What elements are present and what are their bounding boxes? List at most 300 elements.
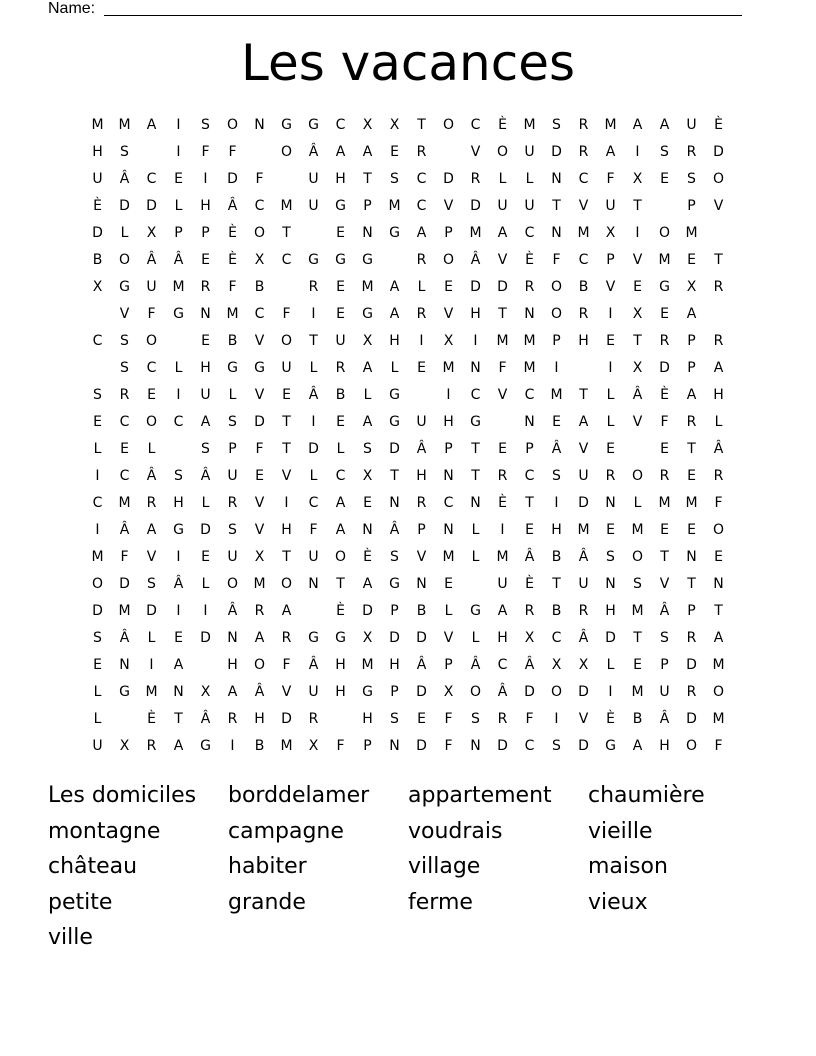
grid-cell: U: [335, 333, 346, 349]
grid-cell: V: [497, 387, 508, 403]
grid-cell: E: [93, 657, 102, 673]
grid-cell: F: [120, 549, 129, 565]
grid-cell: A: [362, 360, 373, 376]
grid-cell: H: [200, 360, 211, 376]
grid-row: [84, 517, 732, 544]
grid-row: [84, 355, 732, 382]
grid-cell: L: [471, 549, 480, 565]
grid-cell: E: [444, 279, 453, 295]
grid-cell: N: [686, 549, 697, 565]
grid-cell: E: [336, 306, 345, 322]
grid-cell: [192, 652, 219, 679]
grid-cell: F: [714, 738, 723, 754]
grid-cell: [651, 193, 678, 220]
grid-cell: S: [93, 630, 102, 646]
grid-cell: P: [606, 252, 615, 268]
grid-cell: F: [552, 252, 561, 268]
grid-cell: D: [659, 360, 670, 376]
grid-row: [84, 301, 732, 328]
grid-cell: C: [443, 495, 454, 511]
grid-cell: O: [145, 333, 158, 349]
grid-cell: L: [174, 360, 183, 376]
grid-cell: B: [92, 252, 103, 268]
grid-cell: N: [551, 171, 562, 187]
grid-row: [84, 490, 732, 517]
grid-cell: R: [335, 360, 346, 376]
grid-cell: E: [201, 252, 210, 268]
grid-cell: E: [498, 441, 507, 457]
grid-cell: G: [308, 630, 319, 646]
grid-cell: C: [335, 117, 346, 133]
grid-cell: T: [633, 333, 642, 349]
grid-cell: Â: [551, 441, 562, 457]
grid-cell: R: [524, 279, 535, 295]
grid-cell: D: [200, 630, 211, 646]
grid-cell: E: [174, 171, 183, 187]
grid-cell: V: [470, 144, 481, 160]
grid-cell: T: [579, 387, 588, 403]
grid-cell: L: [471, 630, 480, 646]
grid-cell: O: [280, 333, 293, 349]
grid-cell: U: [281, 360, 292, 376]
grid-cell: M: [145, 684, 158, 700]
grid-cell: S: [471, 711, 480, 727]
grid-cell: I: [176, 549, 181, 565]
grid-cell: D: [524, 684, 535, 700]
grid-cell: A: [605, 144, 616, 160]
grid-cell: R: [524, 603, 535, 619]
grid-cell: F: [498, 360, 507, 376]
grid-cell: O: [253, 657, 266, 673]
grid-cell: N: [416, 576, 427, 592]
grid-cell: H: [335, 171, 346, 187]
grid-cell: E: [120, 441, 129, 457]
grid-cell: I: [635, 225, 640, 241]
grid-cell: È: [228, 225, 237, 241]
grid-cell: P: [201, 225, 210, 241]
grid-cell: D: [92, 603, 103, 619]
grid-cell: M: [685, 495, 698, 511]
grid-cell: T: [417, 117, 426, 133]
grid-cell: Â: [119, 630, 130, 646]
grid-cell: P: [363, 198, 372, 214]
grid-cell: D: [146, 198, 157, 214]
grid-cell: C: [416, 198, 427, 214]
grid-cell: [327, 706, 354, 733]
grid-cell: [300, 220, 327, 247]
grid-cell: M: [118, 117, 131, 133]
grid-cell: S: [552, 468, 561, 484]
grid-cell: A: [173, 657, 184, 673]
grid-cell: I: [473, 333, 478, 349]
grid-cell: T: [687, 576, 696, 592]
grid-cell: M: [91, 117, 104, 133]
grid-cell: G: [308, 252, 319, 268]
grid-cell: X: [362, 117, 373, 133]
grid-cell: T: [525, 495, 534, 511]
grid-cell: V: [146, 549, 157, 565]
grid-cell: H: [605, 603, 616, 619]
grid-cell: U: [524, 198, 535, 214]
grid-cell: È: [147, 711, 156, 727]
grid-cell: E: [417, 711, 426, 727]
grid-cell: U: [308, 171, 319, 187]
grid-cell: H: [362, 711, 373, 727]
grid-cell: L: [498, 171, 507, 187]
grid-cell: Â: [497, 684, 508, 700]
grid-cell: L: [390, 360, 399, 376]
grid-cell: M: [685, 225, 698, 241]
grid-row: [84, 706, 732, 733]
grid-cell: C: [470, 117, 481, 133]
grid-cell: A: [335, 522, 346, 538]
grid-cell: M: [523, 117, 536, 133]
grid-cell: V: [497, 252, 508, 268]
grid-cell: N: [524, 414, 535, 430]
grid-cell: O: [145, 414, 158, 430]
grid-row: [84, 247, 732, 274]
grid-cell: C: [119, 468, 130, 484]
grid-cell: S: [201, 117, 210, 133]
grid-cell: X: [362, 630, 373, 646]
grid-cell: S: [201, 441, 210, 457]
grid-cell: R: [227, 495, 238, 511]
word-item: appartement: [408, 783, 552, 808]
grid-row: [84, 652, 732, 679]
grid-cell: T: [660, 549, 669, 565]
grid-cell: E: [363, 495, 372, 511]
grid-cell: M: [361, 279, 374, 295]
grid-cell: A: [416, 225, 427, 241]
grid-cell: L: [228, 387, 237, 403]
grid-cell: S: [390, 711, 399, 727]
grid-cell: D: [416, 684, 427, 700]
grid-cell: E: [255, 468, 264, 484]
grid-cell: È: [660, 387, 669, 403]
grid-cell: S: [120, 333, 129, 349]
grid-cell: O: [91, 576, 104, 592]
grid-cell: Â: [578, 630, 589, 646]
grid-cell: D: [416, 738, 427, 754]
grid-cell: X: [443, 333, 454, 349]
grid-cell: I: [176, 117, 181, 133]
grid-cell: H: [281, 522, 292, 538]
word-item: borddelamer: [228, 783, 370, 808]
grid-cell: N: [389, 495, 400, 511]
grid-cell: N: [173, 684, 184, 700]
grid-cell: M: [118, 603, 131, 619]
grid-cell: X: [119, 738, 130, 754]
grid-cell: G: [389, 576, 400, 592]
grid-cell: F: [309, 522, 318, 538]
grid-cell: R: [659, 333, 670, 349]
grid-cell: I: [284, 495, 289, 511]
grid-cell: G: [335, 630, 346, 646]
grid-cell: L: [93, 711, 102, 727]
word-list: [48, 778, 768, 956]
grid-cell: H: [659, 738, 670, 754]
grid-cell: O: [280, 144, 293, 160]
grid-cell: X: [362, 468, 373, 484]
grid-cell: R: [578, 117, 589, 133]
grid-cell: I: [203, 603, 208, 619]
grid-cell: H: [335, 684, 346, 700]
grid-cell: T: [498, 306, 507, 322]
grid-cell: S: [120, 144, 129, 160]
grid-cell: [246, 139, 273, 166]
grid-cell: R: [605, 468, 616, 484]
grid-cell: C: [470, 387, 481, 403]
grid-cell: R: [686, 630, 697, 646]
grid-row: [84, 166, 732, 193]
grid-cell: E: [633, 657, 642, 673]
grid-cell: I: [203, 171, 208, 187]
grid-cell: G: [335, 252, 346, 268]
grid-cell: R: [713, 468, 724, 484]
grid-cell: S: [633, 576, 642, 592]
grid-row: [84, 598, 732, 625]
grid-cell: E: [687, 522, 696, 538]
grid-cell: È: [714, 117, 723, 133]
grid-cell: A: [173, 738, 184, 754]
grid-cell: M: [118, 495, 131, 511]
grid-cell: I: [149, 657, 154, 673]
grid-cell: M: [280, 198, 293, 214]
grid-cell: R: [227, 711, 238, 727]
grid-cell: N: [227, 630, 238, 646]
grid-cell: U: [497, 576, 508, 592]
grid-cell: T: [282, 441, 291, 457]
grid-cell: F: [714, 495, 723, 511]
grid-cell: N: [389, 738, 400, 754]
grid-cell: M: [658, 252, 671, 268]
grid-cell: G: [281, 117, 292, 133]
grid-cell: E: [390, 144, 399, 160]
grid-cell: A: [497, 603, 508, 619]
grid-cell: Â: [308, 144, 319, 160]
grid-row: [84, 274, 732, 301]
grid-cell: I: [446, 387, 451, 403]
grid-cell: P: [363, 738, 372, 754]
grid-cell: P: [687, 603, 696, 619]
name-blank-line: [104, 15, 742, 16]
grid-cell: D: [227, 171, 238, 187]
word-item: château: [48, 854, 138, 879]
grid-cell: T: [174, 711, 183, 727]
grid-cell: A: [227, 684, 238, 700]
grid-cell: G: [659, 279, 670, 295]
grid-cell: E: [282, 387, 291, 403]
grid-cell: [273, 274, 300, 301]
grid-cell: B: [254, 738, 265, 754]
word-item: maison: [588, 854, 668, 879]
grid-cell: I: [500, 522, 505, 538]
grid-cell: V: [281, 684, 292, 700]
grid-cell: T: [633, 630, 642, 646]
grid-cell: X: [551, 657, 562, 673]
grid-cell: G: [119, 279, 130, 295]
grid-cell: E: [687, 468, 696, 484]
grid-cell: T: [633, 198, 642, 214]
grid-cell: X: [146, 225, 157, 241]
grid-cell: G: [389, 414, 400, 430]
grid-cell: V: [254, 333, 265, 349]
word-item: Les domiciles: [48, 783, 197, 808]
grid-cell: Â: [470, 252, 481, 268]
grid-cell: D: [119, 198, 130, 214]
grid-cell: R: [686, 684, 697, 700]
grid-cell: S: [660, 144, 669, 160]
grid-cell: S: [363, 441, 372, 457]
grid-cell: L: [525, 171, 534, 187]
grid-cell: U: [92, 171, 103, 187]
grid-cell: N: [119, 657, 130, 673]
grid-cell: O: [226, 576, 239, 592]
grid-cell: B: [227, 333, 238, 349]
grid-cell: O: [712, 684, 725, 700]
grid-cell: V: [578, 711, 589, 727]
grid-cell: O: [442, 252, 455, 268]
grid-cell: A: [389, 279, 400, 295]
grid-cell: O: [712, 522, 725, 538]
grid-cell: P: [687, 198, 696, 214]
grid-cell: V: [713, 198, 724, 214]
grid-cell: P: [687, 333, 696, 349]
grid-cell: A: [632, 117, 643, 133]
grid-cell: R: [713, 279, 724, 295]
grid-cell: O: [631, 468, 644, 484]
grid-cell: V: [578, 198, 589, 214]
grid-cell: C: [146, 360, 157, 376]
grid-cell: N: [254, 117, 265, 133]
grid-cell: Â: [659, 711, 670, 727]
grid-cell: L: [714, 414, 723, 430]
grid-cell: C: [281, 252, 292, 268]
grid-cell: F: [228, 144, 237, 160]
grid-cell: F: [282, 306, 291, 322]
grid-cell: M: [523, 333, 536, 349]
grid-cell: H: [470, 306, 481, 322]
grid-cell: E: [606, 441, 615, 457]
grid-cell: Â: [200, 711, 211, 727]
grid-cell: D: [578, 738, 589, 754]
grid-cell: A: [254, 630, 265, 646]
grid-cell: X: [308, 738, 319, 754]
grid-cell: O: [685, 738, 698, 754]
grid-cell: V: [578, 441, 589, 457]
grid-cell: O: [712, 171, 725, 187]
grid-cell: I: [635, 144, 640, 160]
grid-cell: F: [147, 306, 156, 322]
grid-cell: È: [498, 117, 507, 133]
grid-cell: P: [660, 657, 669, 673]
grid-cell: A: [497, 225, 508, 241]
grid-cell: R: [308, 279, 319, 295]
grid-cell: N: [551, 225, 562, 241]
grid-cell: V: [443, 306, 454, 322]
grid-cell: R: [578, 144, 589, 160]
grid-cell: G: [389, 387, 400, 403]
grid-cell: R: [578, 603, 589, 619]
grid-cell: T: [282, 549, 291, 565]
grid-cell: [705, 301, 732, 328]
grid-row: [84, 409, 732, 436]
grid-cell: M: [577, 522, 590, 538]
grid-cell: D: [605, 630, 616, 646]
grid-cell: È: [336, 603, 345, 619]
grid-cell: S: [93, 387, 102, 403]
grid-cell: I: [176, 387, 181, 403]
grid-cell: G: [173, 306, 184, 322]
grid-cell: [462, 571, 489, 598]
grid-cell: R: [659, 468, 670, 484]
page-title: Les vacances: [240, 34, 576, 92]
grid-cell: A: [335, 495, 346, 511]
grid-cell: Â: [632, 387, 643, 403]
grid-cell: C: [524, 387, 535, 403]
grid-cell: E: [660, 171, 669, 187]
grid-cell: F: [282, 657, 291, 673]
grid-cell: G: [605, 738, 616, 754]
grid-cell: Â: [578, 549, 589, 565]
grid-cell: T: [309, 333, 318, 349]
grid-cell: G: [389, 225, 400, 241]
grid-cell: T: [552, 576, 561, 592]
grid-cell: X: [92, 279, 103, 295]
grid-cell: T: [687, 441, 696, 457]
grid-cell: H: [254, 711, 265, 727]
grid-cell: A: [362, 576, 373, 592]
grid-cell: A: [146, 117, 157, 133]
grid-cell: H: [389, 333, 400, 349]
grid-cell: U: [227, 468, 238, 484]
grid-cell: T: [471, 441, 480, 457]
word-item: montagne: [48, 818, 161, 844]
grid-cell: M: [577, 225, 590, 241]
grid-cell: Â: [524, 657, 535, 673]
grid-cell: U: [659, 684, 670, 700]
grid-cell: N: [605, 495, 616, 511]
grid-cell: S: [228, 522, 237, 538]
grid-cell: X: [578, 657, 589, 673]
grid-cell: R: [470, 171, 481, 187]
grid-cell: D: [470, 198, 481, 214]
grid-cell: X: [254, 549, 265, 565]
grid-cell: A: [713, 630, 724, 646]
grid-cell: R: [497, 468, 508, 484]
grid-cell: M: [226, 306, 239, 322]
grid-cell: D: [497, 738, 508, 754]
grid-cell: N: [470, 360, 481, 376]
grid-cell: F: [525, 711, 534, 727]
grid-cell: H: [92, 144, 103, 160]
grid-cell: M: [91, 549, 104, 565]
grid-cell: È: [525, 252, 534, 268]
grid-cell: V: [443, 630, 454, 646]
grid-row: [84, 544, 732, 571]
grid-cell: S: [147, 576, 156, 592]
grid-cell: A: [335, 144, 346, 160]
grid-cell: E: [525, 522, 534, 538]
grid-cell: F: [336, 738, 345, 754]
grid-cell: U: [578, 576, 589, 592]
grid-cell: È: [93, 198, 102, 214]
grid-cell: O: [550, 684, 563, 700]
grid-cell: R: [416, 495, 427, 511]
grid-cell: O: [280, 576, 293, 592]
grid-cell: B: [254, 279, 265, 295]
word-item: campagne: [228, 818, 344, 844]
